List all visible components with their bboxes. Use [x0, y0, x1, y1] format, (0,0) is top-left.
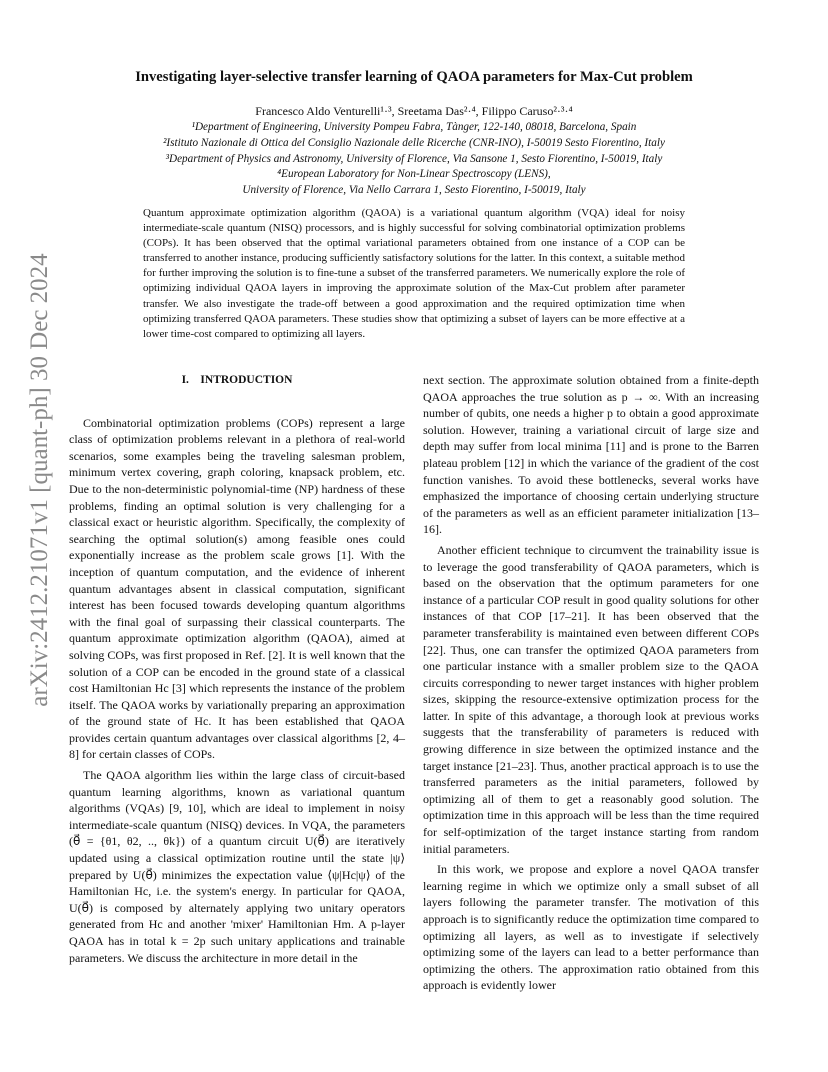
arxiv-side-stamp: [20, 253, 60, 707]
right-column: [423, 372, 759, 994]
left-column: [69, 372, 405, 966]
body-paragraph: Another efficient technique to circumvent the trainability issue is to leverage the good transferability of QAOA parameters, which is based on the observation that the optimum parameters for one instance of a particular COP result in good quality solutions for other instances of that COP [17–21]. It has been observed that the parameter transferability is maintained even between different COPs [22]. Thus, one can transfer the optimized QAOA parameters from one particular instance with a smaller problem size to the QAOA circuits corresponding to newer target instances with higher problem sizes, skipping the resource-extensive optimization process for the latter. In spite of this advantage, a thorough look at previous works suggests that the transferability of parameters is reduced with growing difference in size between the optimized instance and the target instance [21–23]. Thus, another practical approach is to use the transferred parameters as the initial parameters, followed by optimizing all of them to get a reasonably good solution. The optimization time in this approach will be less than the time required for self-optimization of the target instance starting from random initial parameters.: [423, 542, 759, 856]
body-paragraph: Combinatorial optimization problems (COPs) represent a large class of optimization problems relevant in a plethora of real-world scenarios, some examples being the traveling salesman problem, minimum vertex covering, graph coloring, knapsack problem, etc. Due to the non-deterministic polynomial-time (NP) hardness of these problems, finding an optimal solution is very challenging for a classical exact or heuristic algorithm. Specifically, the complexity of searching the optimal solution(s) among feasible ones could exponentially increase as the problem scale grows [1]. With the inception of quantum computation, and the evidence of inherent quantum advantages absent in classical computation, significant interest has been focused towards developing quantum algorithms with the final goal of surpassing their classical counterparts. The quantum approximate optimization algorithm (QAOA), aimed at solving COPs, was first proposed in Ref. [2]. It is well known that the solution of a COP can be encoded in the ground state of a classical cost Hamiltonian Hc [3] which represents the instance of the problem itself. The QAOA works by variationally preparing an approximation of the ground state of Hc. It has been established that QAOA provides certain quantum advantages over classical algorithms [2, 4–8] for certain classes of COPs.: [69, 415, 405, 762]
affiliation-line: ³Department of Physics and Astronomy, University of Florence, Via Sansone 1, Sesto Fiorentino, I-50019, Italy: [165, 152, 663, 165]
section-heading: [69, 372, 405, 389]
affiliations: [80, 120, 748, 199]
affiliation-line: ¹Department of Engineering, University Pompeu Fabra, Tànger, 122-140, 08018, Barcelona, Spain: [191, 121, 637, 133]
section-title: INTRODUCTION: [200, 374, 293, 386]
affiliation-line: ²Istituto Nazionale di Ottica del Consiglio Nazionale delle Ricerche (CNR-INO), I-50019 Sesto Fiorentino, Italy: [163, 136, 665, 149]
arxiv-identifier: arXiv:2412.21071v1 [quant-ph] 30 Dec 2024: [26, 253, 53, 707]
affiliation-line: University of Florence, Via Nello Carrara 1, Sesto Fiorentino, I-50019, Italy: [242, 184, 586, 197]
affiliation-line: ⁴European Laboratory for Non-Linear Spectroscopy (LENS),: [277, 168, 551, 181]
body-paragraph: In this work, we propose and explore a novel QAOA transfer learning regime in which we optimize only a small subset of all layers following the parameter transfer. The motivation of this approach is to significantly reduce the optimization time compared to optimizing all layers, as well as to investigate if selectively optimizing some of the layers can lead to a better performance than optimizing the others. The approximation ratio obtained from this approach is evidently lower: [423, 862, 759, 993]
author-list: Francesco Aldo Venturelli¹·³, Sreetama Das²·⁴, Filippo Caruso²·³·⁴: [255, 104, 573, 118]
section-number: I.: [181, 374, 189, 386]
body-paragraph: next section. The approximate solution obtained from a finite-depth QAOA approaches the true solution as p → ∞. With an increasing number of qubits, one needs a higher p to obtain a good approximate solution. However, training a variational circuit of large size and depth may suffer from local minima [11] and is prone to the Barren plateau problem [12] in which the variance of the gradient of the cost function vanishes. To avoid these bottlenecks, several works have emphasized the importance of choosing certain underlying structure of the parameters as well as an efficient parameter initialization [13–16].: [423, 373, 759, 537]
body-paragraph: The QAOA algorithm lies within the large class of circuit-based quantum learning algorithms, known as variational quantum algorithms (VQAs) [9, 10], which are ideal to implement in noisy intermediate-scale quantum (NISQ) devices. In VQA, the parameters (θ⃗ = {θ1, θ2, .., θk}) of a quantum circuit U(θ⃗) are iteratively updated using a classical optimization routine until the state |ψ⟩ prepared by U(θ⃗) minimizes the expectation value ⟨ψ|Hc|ψ⟩ of the Hamiltonian Hc, i.e. the system's energy. In particular for QAOA, U(θ⃗) is composed by alternately applying two unitary operators generated from Hc and another 'mixer' Hamiltonian Hm. A p-layer QAOA has in total k = 2p such unitary applications and trainable parameters. We discuss the architecture in more detail in the: [69, 768, 405, 965]
paper-title: Investigating layer-selective transfer learning of QAOA parameters for Max-Cut problem: [135, 69, 693, 85]
abstract: Quantum approximate optimization algorithm (QAOA) is a variational quantum algorithm (VQA) ideal for noisy intermediate-scale quantum (NISQ) processors, and is highly successful for solving combinatorial optimization problems (COPs). It has been observed that the optimal variational parameters obtained from one instance of a COP can be transferred to another instance, producing sufficiently satisfactory solutions for the latter. In this context, a suitable method for further improving the solution is to fine-tune a subset of the transferred parameters. We numerically explore the role of optimizing individual QAOA layers in improving the approximate solution of the Max-Cut problem after parameter transfer. We also investigate the trade-off between a good approximation and the required optimization time when optimizing transferred QAOA parameters. These studies show that optimizing a subset of layers can be more effective at a lower time-cost compared to optimizing all layers.: [143, 207, 685, 340]
